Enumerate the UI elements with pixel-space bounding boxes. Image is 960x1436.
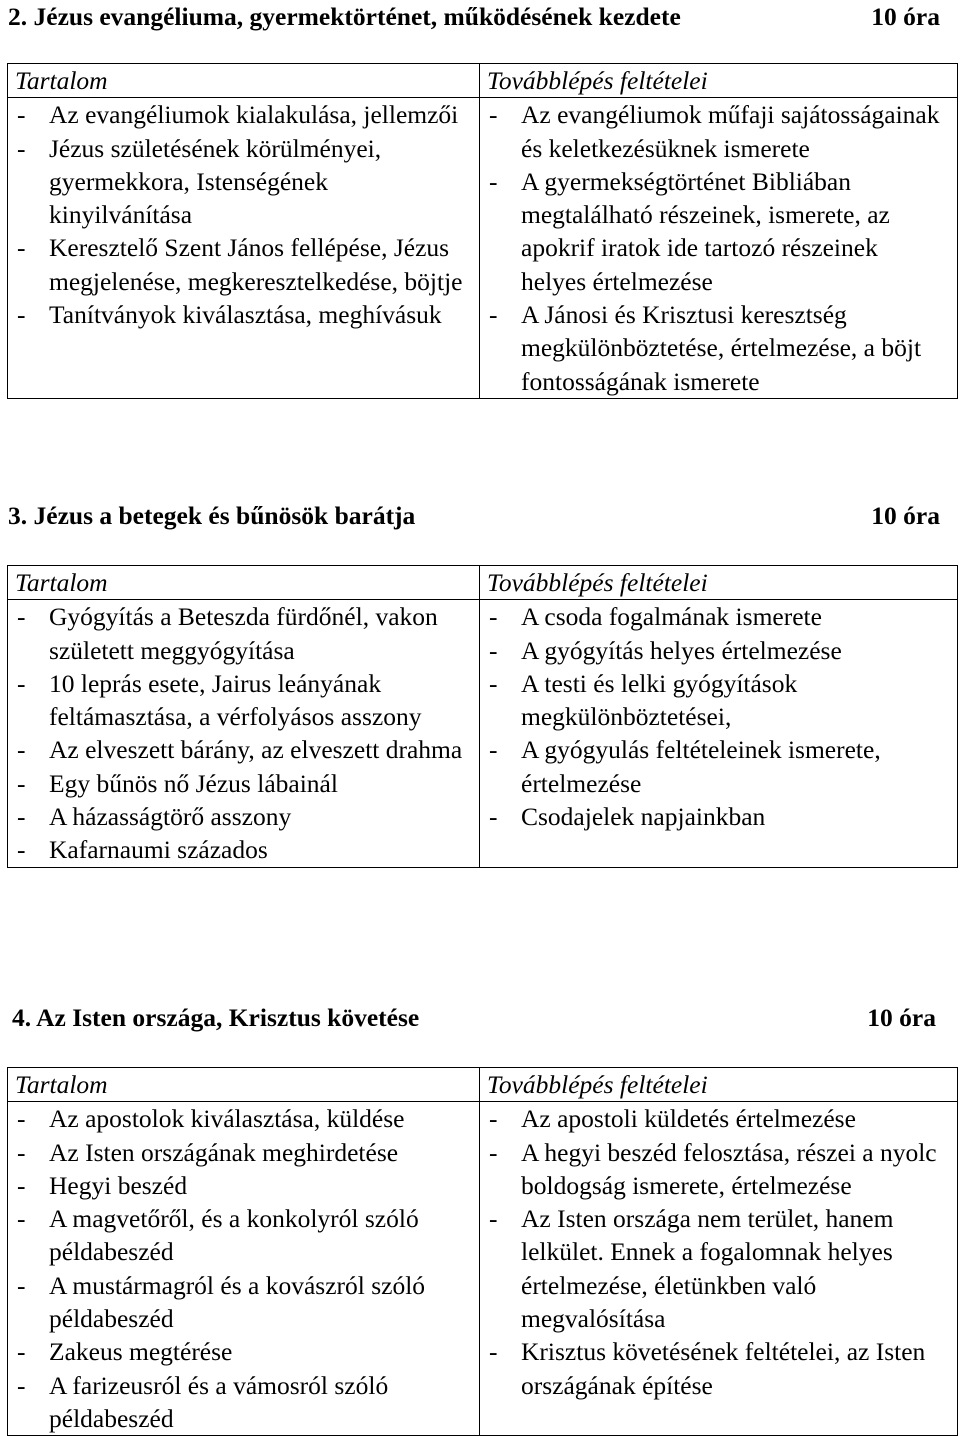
list-item: - A mustármagról és a kovászról szóló példabeszéd <box>15 1269 479 1336</box>
section-4-heading <box>12 1001 936 1035</box>
requirements-cell <box>480 1102 958 1436</box>
section-hours: 10 óra <box>867 1003 936 1032</box>
section-3-heading <box>8 499 940 533</box>
content-list <box>15 98 479 331</box>
requirements-cell <box>480 600 958 867</box>
list-item: - Egy bűnös nő Jézus lábainál <box>15 767 479 800</box>
list-item: - Gyógyítás a Beteszda fürdőnél, vakon született meggyógyítása <box>15 600 479 667</box>
list-item: - Krisztus követésének feltételei, az Isten országának építése <box>487 1335 957 1402</box>
list-item: - Az evangéliumok kialakulása, jellemzői <box>15 98 479 131</box>
list-item: - Keresztelő Szent János fellépése, Jézus megjelenése, megkeresztelkedése, böjtje <box>15 231 479 298</box>
list-item: - 10 leprás esete, Jairus leányának feltámasztása, a vérfolyásos asszony <box>15 667 479 734</box>
list-item: - A farizeusról és a vámosról szóló példabeszéd <box>15 1369 479 1436</box>
requirements-column-header: Továbblépés feltételei <box>480 64 958 98</box>
list-item: - A házasságtörő asszony <box>15 800 479 833</box>
requirements-column-header: Továbblépés feltételei <box>480 566 958 600</box>
list-item: - Az Isten országa nem terület, hanem lelkület. Ennek a fogalomnak helyes értelmezése, életünkben való megvalósítása <box>487 1202 957 1335</box>
list-item: - A magvetőről, és a konkolyról szóló példabeszéd <box>15 1202 479 1269</box>
list-item: - Jézus születésének körülményei, gyermekkora, Istenségének kinyilvánítása <box>15 132 479 232</box>
content-list <box>15 1102 479 1435</box>
content-column-header: Tartalom <box>8 64 480 98</box>
list-item: - Kafarnaumi százados <box>15 833 479 866</box>
list-item: - A gyermekségtörténet Bibliában megtalálható részeinek, ismerete, az apokrif iratok ide tartozó részeinek helyes értelmezése <box>487 165 957 298</box>
section-3-table <box>7 565 958 868</box>
section-hours: 10 óra <box>871 2 940 31</box>
list-item: - Az elveszett bárány, az elveszett drahma <box>15 733 479 766</box>
section-2-table <box>7 63 958 399</box>
section-2-heading <box>8 0 940 34</box>
content-cell <box>8 1102 480 1436</box>
list-item: - Az evangéliumok műfaji sajátosságainak és keletkezésüknek ismerete <box>487 98 957 165</box>
list-item: - A gyógyulás feltételeinek ismerete, értelmezése <box>487 733 957 800</box>
section-title: 3. Jézus a betegek és bűnösök barátja <box>8 501 416 530</box>
list-item: - Az apostoli küldetés értelmezése <box>487 1102 957 1135</box>
section-4-table <box>7 1067 958 1436</box>
content-cell <box>8 600 480 867</box>
list-item: - A testi és lelki gyógyítások megkülönböztetései, <box>487 667 957 734</box>
list-item: - Az Isten országának meghirdetése <box>15 1136 479 1169</box>
content-column-header: Tartalom <box>8 1068 480 1102</box>
content-cell <box>8 98 480 399</box>
requirements-cell <box>480 98 958 399</box>
list-item: - Hegyi beszéd <box>15 1169 479 1202</box>
list-item: - A gyógyítás helyes értelmezése <box>487 634 957 667</box>
section-hours: 10 óra <box>871 501 940 530</box>
requirements-column-header: Továbblépés feltételei <box>480 1068 958 1102</box>
section-title: 4. Az Isten országa, Krisztus követése <box>12 1003 420 1032</box>
list-item: - A csoda fogalmának ismerete <box>487 600 957 633</box>
list-item: - Zakeus megtérése <box>15 1335 479 1368</box>
list-item: - Csodajelek napjainkban <box>487 800 957 833</box>
requirements-list <box>487 1102 957 1402</box>
list-item: - A hegyi beszéd felosztása, részei a nyolc boldogság ismerete, értelmezése <box>487 1136 957 1203</box>
section-title: 2. Jézus evangéliuma, gyermektörténet, működésének kezdete <box>8 2 681 31</box>
requirements-list <box>487 600 957 833</box>
list-item: - A Jánosi és Krisztusi keresztség megkülönböztetése, értelmezése, a böjt fontosságának ismerete <box>487 298 957 398</box>
list-item: - Az apostolok kiválasztása, küldése <box>15 1102 479 1135</box>
content-list <box>15 600 479 866</box>
content-column-header: Tartalom <box>8 566 480 600</box>
requirements-list <box>487 98 957 398</box>
list-item: - Tanítványok kiválasztása, meghívásuk <box>15 298 479 331</box>
